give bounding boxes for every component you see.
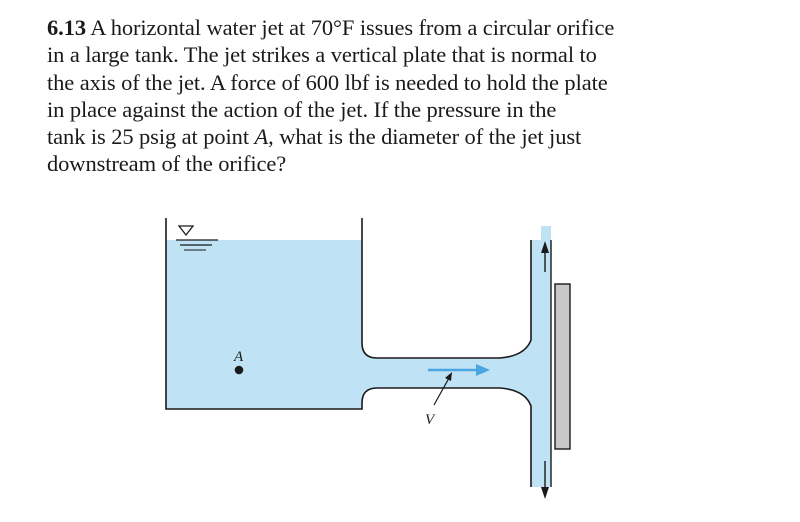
problem-text-5b: , what is the diameter of the jet just: [268, 124, 582, 150]
problem-line-2: in a large tank. The jet strikes a vertical plate that is normal to: [47, 42, 597, 68]
point-a-marker: [235, 366, 244, 375]
problem-line-4: in place against the action of the jet. If the pressure in the: [47, 96, 557, 122]
problem-text-1: A horizontal water jet at 70°F issues from a circular orifice: [85, 15, 615, 40]
problem-line-3: the axis of the jet. A force of 600 lbf is needed to hold the plate: [47, 69, 608, 95]
point-a-label: A: [234, 349, 244, 365]
problem-text-5a: tank is 25 psig at point: [47, 124, 255, 150]
arrow-down-head: [541, 487, 549, 499]
jet-spread: [500, 240, 551, 487]
tank-outline-upper: [362, 218, 531, 358]
problem-line-6: downstream of the orifice?: [47, 151, 287, 177]
point-reference: A: [254, 124, 269, 150]
water-region: [166, 226, 551, 487]
vertical-plate: [555, 284, 570, 449]
problem-number: 6.13: [47, 15, 86, 40]
free-surface-triangle: [179, 226, 193, 235]
velocity-label: V: [425, 412, 435, 428]
